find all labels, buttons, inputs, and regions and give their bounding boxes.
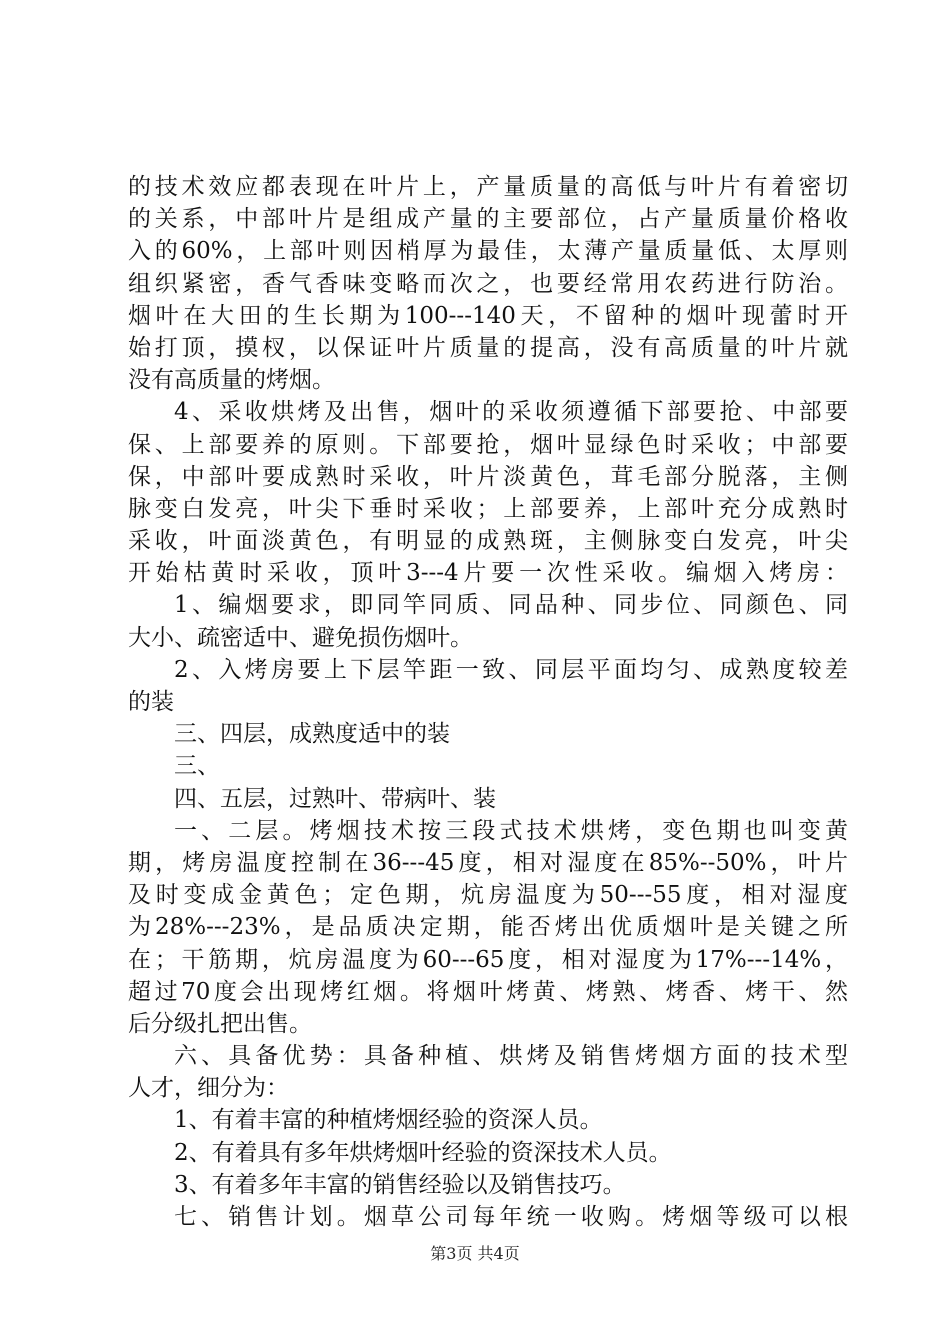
text-line: 一、二层。烤烟技术按三段式技术烘烤，变色期也叫变黄	[174, 817, 848, 844]
text-line: 1、有着丰富的种植烤烟经验的资深人员。	[174, 1107, 603, 1134]
text-line: 1、编烟要求，即同竿同质、同品种、同步位、同颜色、同	[174, 592, 848, 619]
text-line: 三、四层，成熟度适中的装	[174, 721, 450, 748]
page-number-footer: 第3页 共4页	[430, 1244, 520, 1263]
text-line: 的装	[128, 689, 174, 715]
text-line: 大小、疏密适中、避免损伤烟叶。	[128, 624, 473, 651]
text-line: 2、有着具有多年烘烤烟叶经验的资深技术人员。	[174, 1139, 672, 1166]
text-line: 4、采收烘烤及出售，烟叶的采收须遵循下部要抢、中部要	[174, 399, 848, 426]
text-line: 保，中部叶要成熟时采收，叶片淡黄色，茸毛部分脱落，主侧	[128, 463, 848, 490]
text-line: 组织紧密，香气香味变略而次之，也要经常用农药进行防治。	[128, 270, 848, 297]
text-line: 四、五层，过熟叶、带病叶、装	[174, 785, 496, 812]
text-line: 脉变白发亮，叶尖下垂时采收；上部要养，上部叶充分成熟时	[128, 495, 848, 522]
text-line: 始打顶，摸杈，以保证叶片质量的提高，没有高质量的叶片就	[128, 334, 848, 361]
text-line: 2、入烤房要上下层竿距一致、同层平面均匀、成熟度较差	[174, 656, 848, 683]
text-line: 入的60%，上部叶则因梢厚为最佳，太薄产量质量低、太厚则	[128, 238, 848, 265]
text-line: 烟叶在大田的生长期为100---140天，不留种的烟叶现蕾时开	[128, 302, 848, 329]
text-line: 为28%---23%，是品质决定期，能否烤出优质烟叶是关键之所	[128, 914, 848, 941]
text-line: 人才，细分为：	[128, 1075, 289, 1102]
text-line: 后分级扎把出售。	[128, 1010, 312, 1037]
text-line: 在；干筋期，炕房温度为60---65度，相对湿度为17%---14%，	[128, 946, 848, 973]
text-line: 三、	[174, 753, 220, 780]
text-line: 超过70度会出现烤红烟。将烟叶烤黄、烤熟、烤香、烤干、然	[128, 978, 848, 1005]
text-line: 开始枯黄时采收，顶叶3---4片要一次性采收。编烟入烤房：	[128, 560, 848, 587]
text-line: 七、销售计划。烟草公司每年统一收购。烤烟等级可以根	[174, 1204, 848, 1230]
text-line: 的技术效应都表现在叶片上，产量质量的高低与叶片有着密切	[128, 174, 848, 200]
text-line: 3、有着多年丰富的销售经验以及销售技巧。	[174, 1171, 626, 1198]
text-line: 采收，叶面淡黄色，有明显的成熟斑，主侧脉变白发亮，叶尖	[128, 528, 848, 555]
text-line: 六、具备优势：具备种植、烘烤及销售烤烟方面的技术型	[174, 1043, 848, 1070]
text-line: 的关系，中部叶片是组成产量的主要部位，占产量质量价格收	[128, 206, 848, 233]
text-line: 期，烤房温度控制在36---45度，相对湿度在85%--50%，叶片	[128, 849, 848, 876]
text-line: 保、上部要养的原则。下部要抢，烟叶显绿色时采收；中部要	[128, 431, 848, 458]
text-line: 及时变成金黄色；定色期，炕房温度为50---55度，相对湿度	[128, 882, 848, 909]
text-line: 没有高质量的烤烟。	[128, 367, 335, 394]
document-body	[128, 171, 848, 1233]
